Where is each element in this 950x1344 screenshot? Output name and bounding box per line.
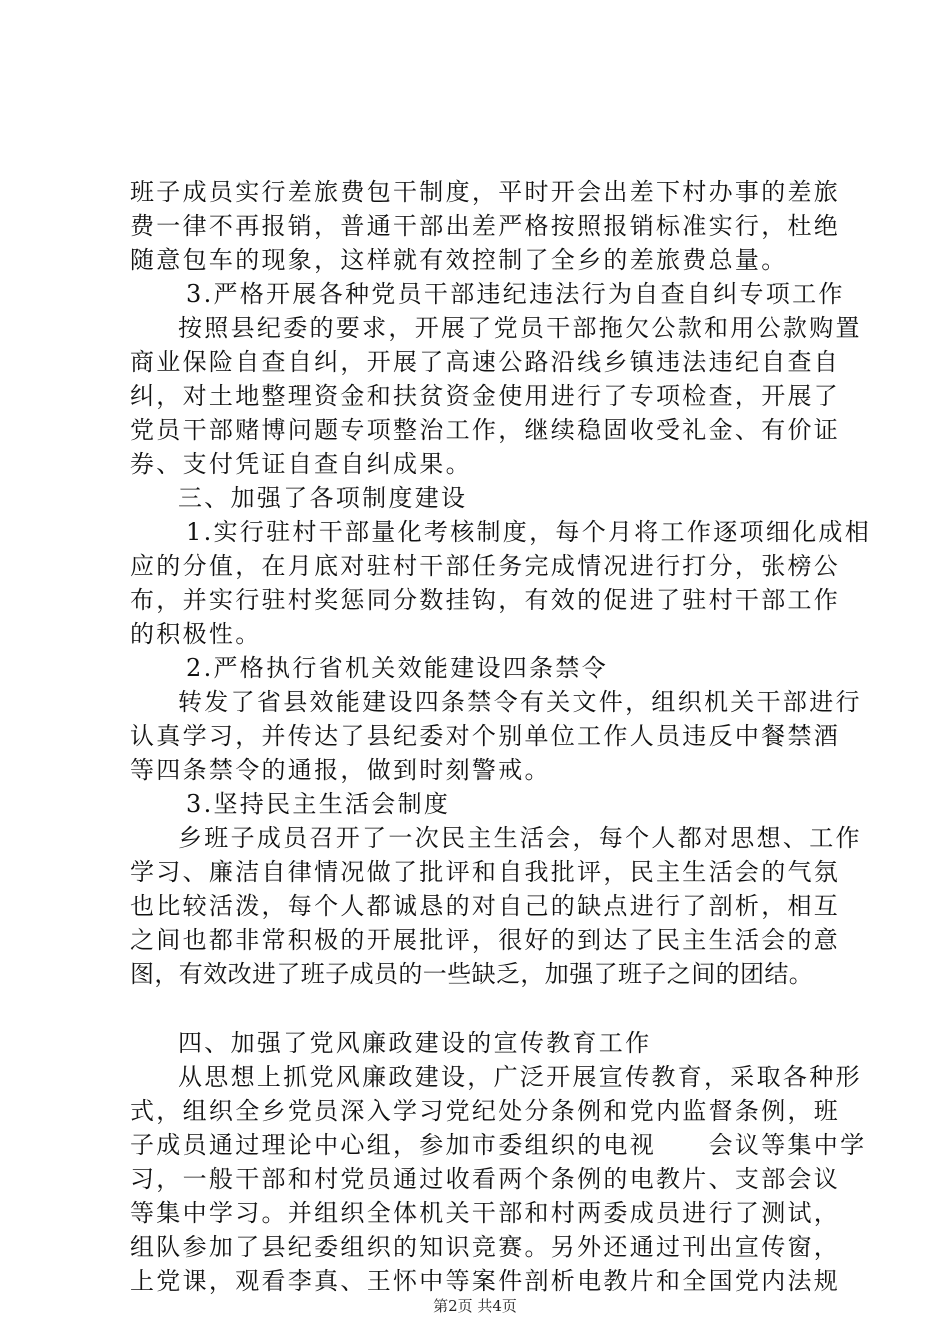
text-line: 1.实行驻村干部量化考核制度，每个月将工作逐项细化成相 (186, 518, 871, 546)
page-number: 第2页 共4页 (433, 1297, 517, 1315)
text-line: 券、支付凭证自查自纠成果。 (130, 450, 472, 478)
section-heading: 2.严格执行省机关效能建设四条禁令 (186, 654, 608, 682)
text-line: 应的分值，在月底对驻村干部任务完成情况进行打分，张榜公 (130, 552, 841, 580)
text-line: 的积极性。 (130, 620, 262, 648)
text-line: 认真学习，并传达了县纪委对个别单位工作人员违反中餐禁酒 (130, 722, 841, 750)
section-heading: 3.坚持民主生活会制度 (186, 790, 451, 818)
section-heading: 三、加强了各项制度建设 (178, 484, 468, 512)
text-line: 也比较活泼，每个人都诚恳的对自己的缺点进行了剖析，相互 (130, 892, 841, 920)
text-line: 纠，对土地整理资金和扶贫资金使用进行了专项检查，开展了 (130, 382, 841, 410)
text-line: 之间也都非常积极的开展批评，很好的到达了民主生活会的意 (130, 926, 841, 954)
text-line: 随意包车的现象，这样就有效控制了全乡的差旅费总量。 (130, 246, 788, 274)
text-line: 图，有效改进了班子成员的一些缺乏，加强了班子之间的团结。 (130, 960, 814, 988)
text-line: 上党课，观看李真、王怀中等案件剖析电教片和全国党内法规 (130, 1267, 841, 1295)
section-heading: 四、加强了党风廉政建设的宣传教育工作 (178, 1029, 652, 1057)
section-heading: 3.严格开展各种党员干部违纪违法行为自查自纠专项工作 (186, 280, 845, 308)
text-line: 费一律不再报销，普通干部出差严格按照报销标准实行，杜绝 (130, 212, 841, 240)
text-line: 等集中学习。并组织全体机关干部和村两委成员进行了测试， (130, 1199, 841, 1227)
text-line: 党员干部赌博问题专项整治工作，继续稳固收受礼金、有价证 (130, 416, 841, 444)
text-line: 式，组织全乡党员深入学习党纪处分条例和党内监督条例，班 (130, 1097, 841, 1125)
text-line: 习，一般干部和村党员通过收看两个条例的电教片、支部会议 (130, 1165, 841, 1193)
text-line: 商业保险自查自纠，开展了高速公路沿线乡镇违法违纪自查自 (130, 348, 841, 376)
text-line: 班子成员实行差旅费包干制度，平时开会出差下村办事的差旅 (130, 178, 841, 206)
text-line: 子成员通过理论中心组，参加市委组织的电视 会议等集中学 (130, 1131, 867, 1159)
text-line: 乡班子成员召开了一次民主生活会，每个人都对思想、工作 (178, 824, 862, 852)
text-line: 按照县纪委的要求，开展了党员干部拖欠公款和用公款购置 (178, 314, 862, 342)
text-line: 组队参加了县纪委组织的知识竞赛。另外还通过刊出宣传窗， (130, 1233, 841, 1261)
text-line: 从思想上抓党风廉政建设，广泛开展宣传教育，采取各种形 (178, 1063, 862, 1091)
text-line: 布，并实行驻村奖惩同分数挂钩，有效的促进了驻村干部工作 (130, 586, 841, 614)
text-line: 等四条禁令的通报，做到时刻警戒。 (130, 756, 551, 784)
text-line: 学习、廉洁自律情况做了批评和自我批评，民主生活会的气氛 (130, 858, 841, 886)
text-line: 转发了省县效能建设四条禁令有关文件，组织机关干部进行 (178, 688, 862, 716)
